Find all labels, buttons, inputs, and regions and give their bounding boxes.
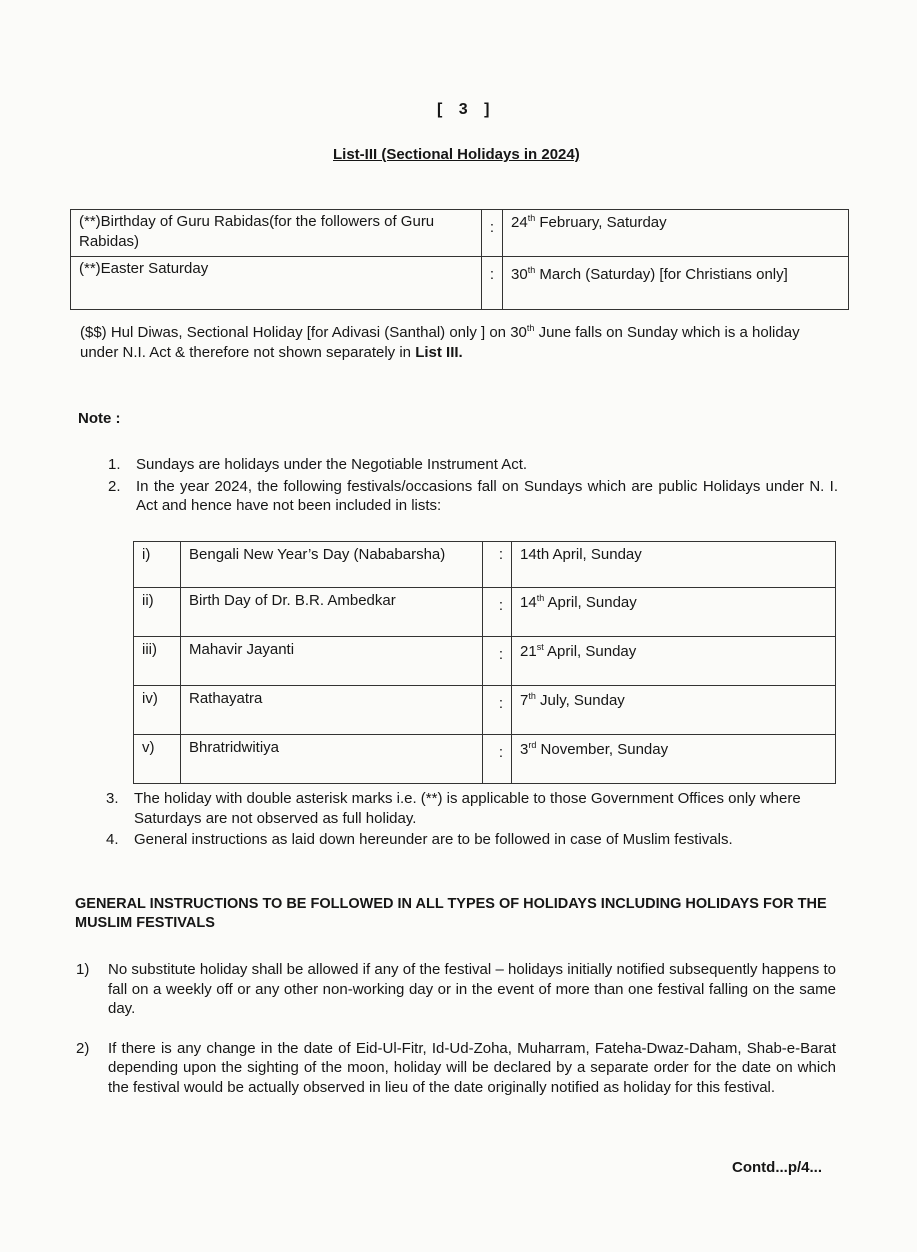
page-title: List-III (Sectional Holidays in 2024) [333,146,580,163]
list-item [108,477,838,516]
colon-separator: : [482,210,503,257]
colon-separator: : [483,686,512,735]
list-text: In the year 2024, the following festivals/occasions fall on Sundays which are public Holidays under N. I. Act and hence have not been included in lists: [136,477,838,514]
list-number: 2. [108,477,121,495]
list-item [106,830,826,850]
occasion-date: 7th July, Sunday [512,686,836,735]
notes-list-continued [106,789,826,850]
occasion-date: 14th April, Sunday [512,542,836,588]
row-number: ii) [134,588,181,637]
occasion-name: Rathayatra [181,686,483,735]
notes-list [108,455,838,516]
occasion-name: Birth Day of Dr. B.R. Ambedkar [181,588,483,637]
row-number: iv) [134,686,181,735]
continued-footer: Contd...p/4... [732,1159,822,1176]
holiday-date: 30th March (Saturday) [for Christians only] [503,257,849,310]
list-item [108,455,838,475]
colon-separator: : [483,637,512,686]
hul-diwas-paragraph: ($$) Hul Diwas, Sectional Holiday [for Adivasi (Santhal) only ] on 30th June falls on Sunday which is a holiday under N.I. Act & therefore not shown separately in List III. [80,323,800,361]
list-text: Sundays are holidays under the Negotiable Instrument Act. [136,456,528,473]
table-row [134,542,836,588]
general-instructions-heading: GENERAL INSTRUCTIONS TO BE FOLLOWED IN ALL TYPES OF HOLIDAYS INCLUDING HOLIDAYS FOR THE MUSLIM FESTIVALS [75,896,827,931]
list-item [76,960,836,1019]
occasion-date: 3rd November, Sunday [512,735,836,784]
list-item [76,1039,836,1098]
instructions-list [76,960,836,1097]
occasion-name: Bengali New Year’s Day (Nababarsha) [181,542,483,588]
list-text: The holiday with double asterisk marks i.e. (**) is applicable to those Government Offices only where Saturdays are not observed as full holiday. [134,790,801,827]
colon-separator: : [482,257,503,310]
sunday-holidays-table [133,541,836,784]
occasion-date: 14th April, Sunday [512,588,836,637]
list-number: 1. [108,456,121,473]
table-row [134,686,836,735]
row-number: iii) [134,637,181,686]
list-text: No substitute holiday shall be allowed if any of the festival – holidays initially notified subsequently happens to fall on a weekly off or any other non-working day or in the event of more than one festival falling on the same day. [108,961,836,1017]
list-number: 4. [106,831,119,848]
page-number: [ 3 ] [437,101,496,118]
table-row [134,735,836,784]
note-label: Note : [78,410,121,427]
table-row [134,588,836,637]
list-item [106,789,826,828]
row-number: v) [134,735,181,784]
occasion-name: Mahavir Jayanti [181,637,483,686]
holiday-name: (**)Birthday of Guru Rabidas(for the followers of Guru Rabidas) [71,210,482,257]
occasion-name: Bhratridwitiya [181,735,483,784]
list-number: 2) [76,1039,90,1057]
colon-separator: : [483,542,512,588]
list-number: 1) [76,961,90,978]
table-row [71,257,849,310]
list-text: General instructions as laid down hereunder are to be followed in case of Muslim festivals. [134,831,733,848]
occasion-date: 21st April, Sunday [512,637,836,686]
holiday-date: 24th February, Saturday [503,210,849,257]
list-number: 3. [106,790,119,807]
table-row [71,210,849,257]
list-text: If there is any change in the date of Eid-Ul-Fitr, Id-Ud-Zoha, Muharram, Fateha-Dwaz-Daham, Shab-e-Barat depending upon the sighting of the moon, holiday will be declared by a separate order for the date on which the festival would be actually observed in lieu of the date originally notified as holiday for this festival. [108,1039,836,1096]
row-number: i) [134,542,181,588]
sectional-holidays-table [70,209,849,310]
colon-separator: : [483,588,512,637]
colon-separator: : [483,735,512,784]
table-row [134,637,836,686]
holiday-name: (**)Easter Saturday [71,257,482,310]
